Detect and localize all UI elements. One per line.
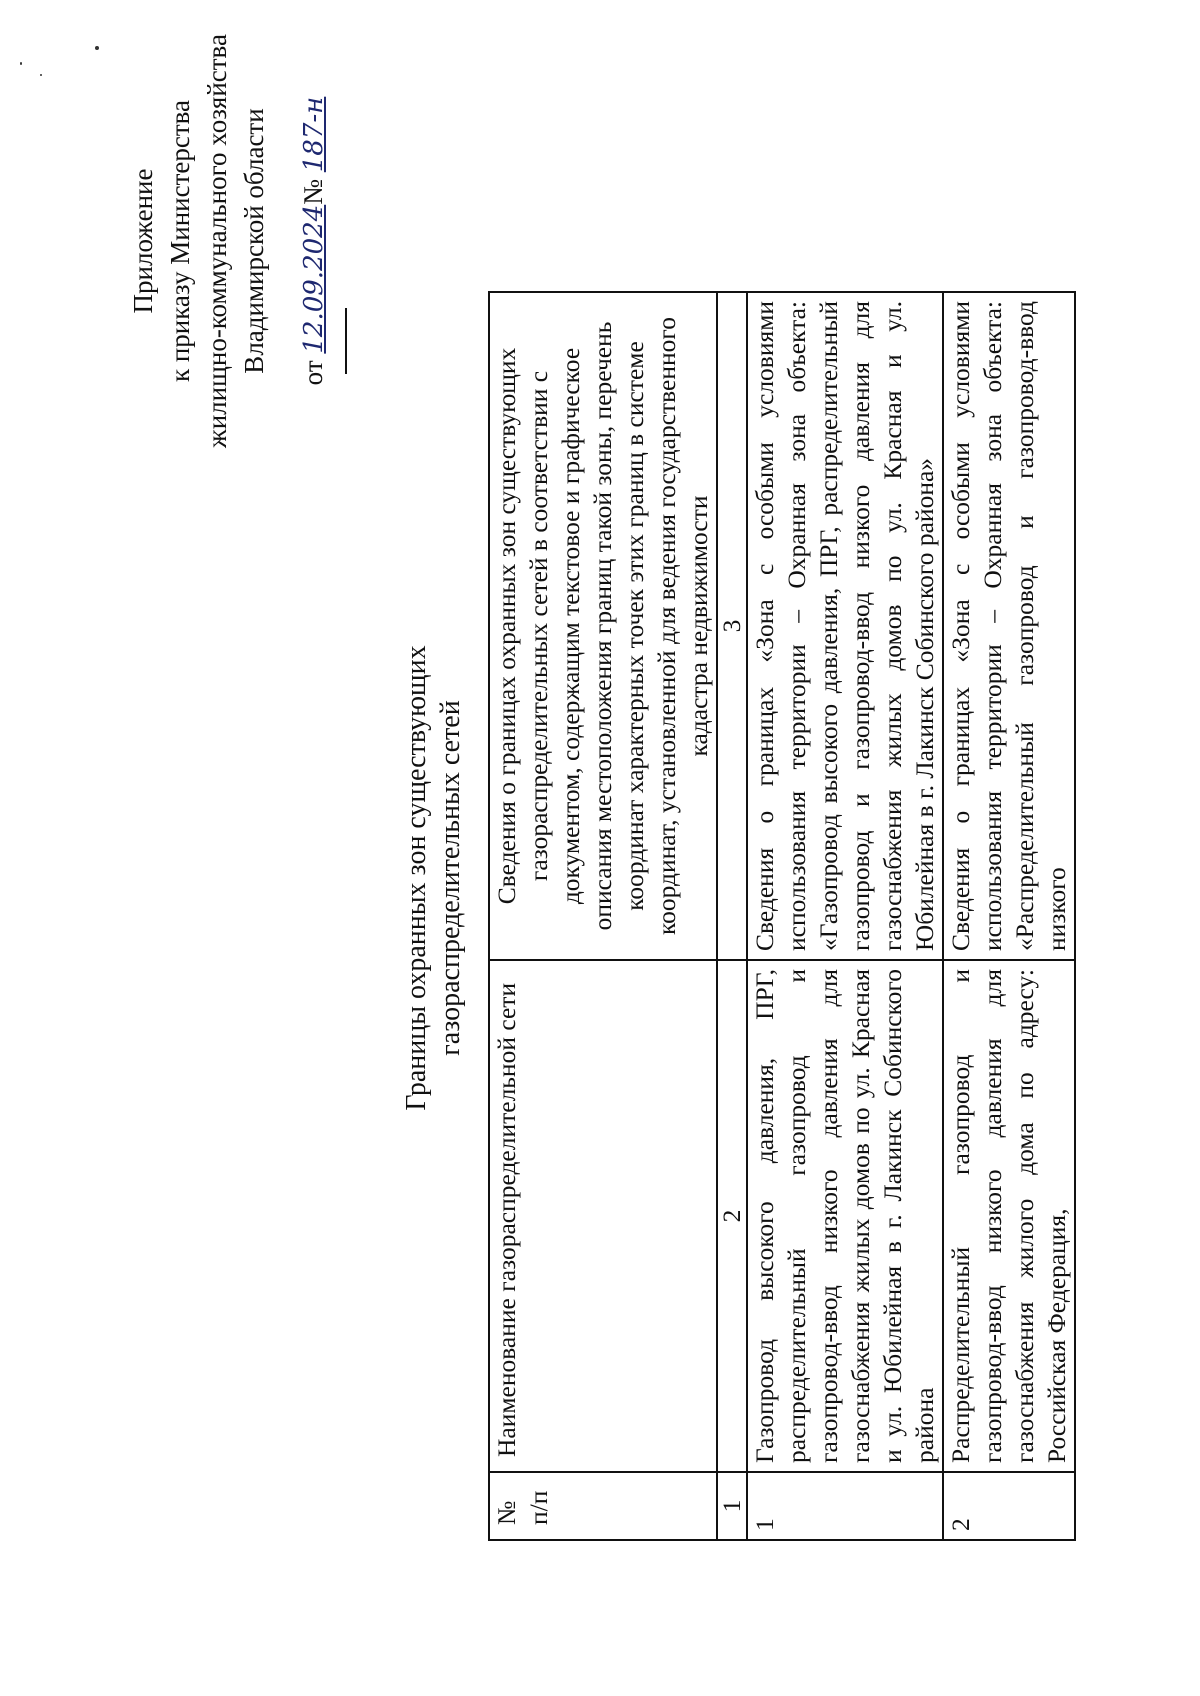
zone-info: Сведения о границах «Зона с особыми условиями использования территории – Охранная зона объекта: «Распределительный газопровод и газопровод-ввод низкого — [943, 292, 1075, 960]
header-cell-info: Сведения о границах охранных зон существующих газораспределительных сетей в соответствии с документом, содержащим текстовое и графическое описания местоположения границ такой зоны, перечень координат характерных точек этих границ в системе координат, установленной для ведения государственного кадастра недвижимости — [489, 292, 717, 960]
handwritten-date: 12.09.2024 — [299, 204, 329, 354]
approval-block — [125, 31, 333, 451]
approval-line: Владимирской области — [239, 108, 269, 374]
approval-line: жилищно-коммунального хозяйства — [202, 34, 232, 448]
column-number: 1 — [717, 1472, 747, 1540]
scan-speck — [95, 46, 99, 50]
table-header-row — [489, 292, 717, 1540]
network-name: Распределительный газопровод и газопровод-ввод низкого давления для газоснабжения жилого дома по адресу: Российская Федерация, — [943, 960, 1075, 1472]
column-number-row — [717, 292, 747, 1540]
scan-speck — [20, 62, 22, 65]
header-cell-name: Наименование газораспределительной сети — [489, 960, 717, 1472]
header-cell-number: № п/п — [489, 1472, 717, 1540]
zone-info: Сведения о границах «Зона с особыми условиями использования территории – Охранная зона объекта: «Газопровод высокого давления, ПРГ, распределительный газопровод и газопровод-ввод низкого давления для газоснабжения жилых домов по ул. Красная и ул. Юбилейная в г. Лакинск Собинского района» — [747, 292, 943, 960]
title-line: газораспределительных сетей — [435, 700, 466, 1056]
column-number: 3 — [717, 292, 747, 960]
number-sign: № — [298, 178, 328, 205]
separator-line — [345, 308, 347, 374]
order-date-line — [295, 31, 333, 451]
approval-line: Приложение — [128, 168, 158, 314]
document-title — [400, 508, 468, 1248]
column-number: 2 — [717, 960, 747, 1472]
row-number: 1 — [747, 1472, 943, 1540]
table-row — [943, 292, 1075, 1540]
date-prefix: от — [298, 360, 328, 386]
scan-speck — [40, 74, 42, 76]
zones-table — [488, 291, 1076, 1541]
network-name: Газопровод высокого давления, ПРГ, распределительный газопровод и газопровод-ввод низкого давления для газоснабжения жилых домов по ул. Красная и ул. Юбилейная в г. Лакинск Собинского района — [747, 960, 943, 1472]
row-number: 2 — [943, 1472, 1075, 1540]
approval-line: к приказу Министерства — [165, 99, 195, 383]
title-line: Границы охранных зон существующих — [401, 645, 432, 1111]
handwritten-number: 187-н — [299, 96, 329, 173]
table-row — [747, 292, 943, 1540]
